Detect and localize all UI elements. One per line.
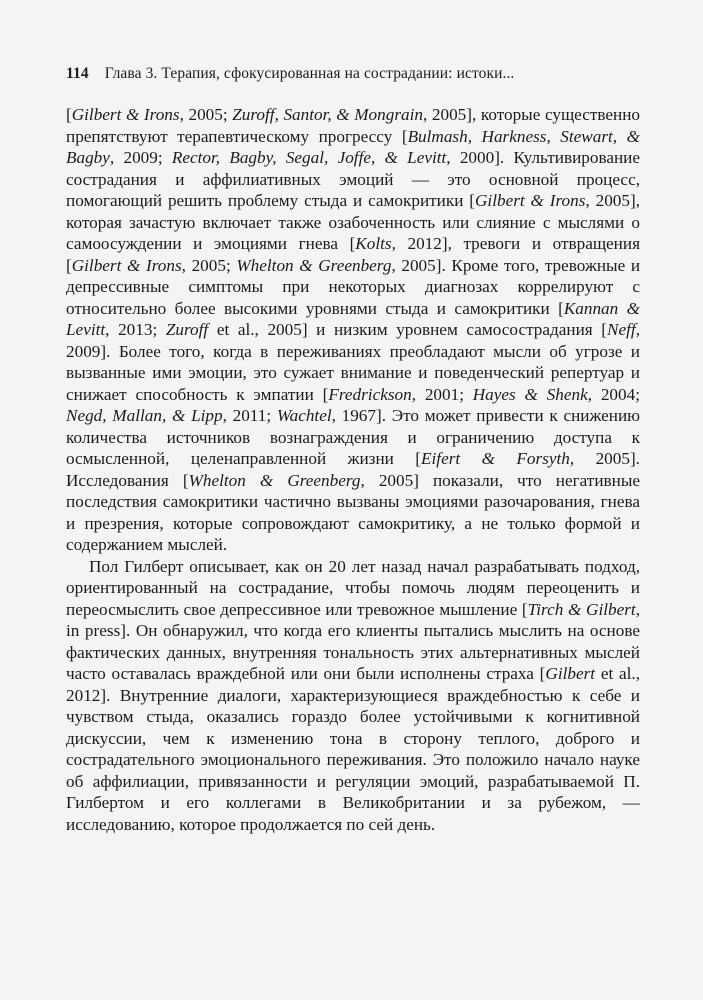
text-run: [: [66, 105, 72, 124]
page-number: 114: [66, 65, 89, 82]
book-page: [66, 64, 640, 835]
text-run: , 2009]. Более того, когда в переживаниях преобладают мысли об угрозе и вызванные ими эмоции, это сужает внимание и поведенческий репертуар и снижает способность к эмпатии [: [66, 320, 640, 404]
text-run: , 2001;: [411, 384, 473, 404]
text-run: , 2009;: [109, 148, 172, 167]
text-run: , 2004;: [587, 384, 640, 404]
citation-author: Kolts: [355, 234, 392, 253]
text-run: , 2005], которые существенно препятствуют терапевтическому прогрессу [: [66, 105, 641, 146]
text-run: , 2005]. Исследования [: [66, 449, 640, 490]
citation-author: Gilbert & Irons: [71, 105, 180, 124]
citation-author: Gilbert & Irons: [71, 255, 182, 275]
text-run: , 2012], тревоги и отвращения [: [66, 234, 640, 275]
citation-author: Bulmash, Harkness, Stewart, & Bagby: [66, 126, 641, 167]
text-run: , 2005] показали, что негативные последствия самокритики частично вызваны эмоциями разочарования, гнева и презрения, которые сопровождают самокритику, а не только формой и содержанием мыслей.: [66, 470, 641, 554]
citation-author: Zuroff, Santor, & Mongrain: [232, 105, 423, 124]
text-run: et al., 2005] и низким уровнем самосострадания [: [208, 320, 608, 339]
paragraph: [66, 556, 640, 836]
citation-author: Whelton & Greenberg: [188, 470, 361, 490]
running-title: Глава 3. Терапия, сфокусированная на сострадании: истоки...: [104, 65, 515, 82]
citation-author: Eifert & Forsyth: [421, 449, 570, 468]
citation-author: Kannan & Levitt: [66, 298, 640, 339]
text-run: , 1967]. Это может привести к снижению количества источников вознаграждения и ограничению доступа к осмысленной, целенаправленной жизни [: [66, 406, 640, 468]
citation-author: Wachtel: [276, 406, 332, 425]
citation-author: Whelton & Greenberg: [236, 255, 392, 275]
citation-author: Rector, Bagby, Segal, Joffe, & Levitt: [171, 148, 447, 167]
text-run: , 2005], которая зачастую включает также озабоченность или слияние с мыслями о самоосуждении и эмоциями гнева [: [66, 191, 640, 253]
text-run: , 2005]. Кроме того, тревожные и депрессивные симптомы при некоторых диагнозах коррелируют с относительно более высокими уровнями стыда и самокритики [: [66, 255, 641, 318]
text-run: Пол Гилберт описывает, как он 20 лет назад начал разрабатывать подход, ориентированный на сострадание, чтобы помочь людям переоценить и переосмыслить свое депрессивное или тревожное мышление [: [66, 556, 640, 619]
text-run: , 2013;: [105, 320, 166, 339]
body-text: [66, 104, 640, 835]
text-run: , 2005;: [181, 255, 237, 275]
running-header: [66, 64, 640, 84]
citation-author: Negd, Mallan, & Lipp: [66, 406, 223, 425]
text-run: , 2011;: [222, 406, 277, 425]
citation-author: Fredrickson: [328, 384, 412, 404]
citation-author: Tirch & Gilbert: [527, 599, 636, 619]
text-run: , 2000]. Культивирование сострадания и аффилиативных эмоций — это основной процесс, помогающий решить проблему стыда и самокритики [: [66, 148, 640, 210]
citation-author: Neff: [607, 320, 636, 339]
citation-author: Hayes & Shenk: [472, 384, 588, 404]
citation-author: Zuroff: [165, 320, 209, 339]
text-run: et al., 2012]. Внутренние диалоги, характеризующиеся враждебностью к себе и чувством стыда, оказались гораздо более устойчивыми к когнитивной дискуссии, чем к изменению тона в сторону теплого, доброго и сострадательного эмоционального переживания. Это положило начало науке об аффилиации, привязанности и регуляции эмоций, разрабатываемой П. Гилбертом и его коллегами в Великобритании и за рубежом, — исследованию, которое продолжается по сей день.: [66, 664, 640, 834]
citation-author: Gilbert: [545, 664, 596, 683]
text-run: , in press]. Он обнаружил, что когда его клиенты пытались мыслить на основе фактических данных, внутренняя тональность этих альтернативных мыслей часто оставалась враждебной или они были исполнены страха [: [66, 599, 640, 683]
citation-author: Gilbert & Irons: [475, 191, 586, 210]
paragraph: [66, 104, 640, 556]
text-run: , 2005;: [179, 105, 233, 124]
